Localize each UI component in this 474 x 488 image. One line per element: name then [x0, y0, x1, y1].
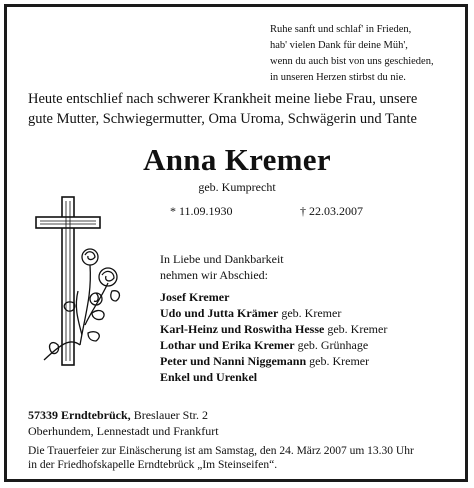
mourning-line: In Liebe und Dankbarkeit	[160, 252, 284, 266]
family-names: Udo und Jutta Krämer	[160, 306, 279, 320]
family-note: geb. Kremer	[309, 354, 370, 368]
family-row	[160, 369, 387, 385]
family-row	[160, 353, 387, 369]
family-note: geb. Grünhage	[297, 338, 369, 352]
family-note: geb. Kremer	[327, 322, 388, 336]
death-date: † 22.03.2007	[300, 204, 363, 218]
poem-line: Ruhe sanft und schlaf' in Frieden,	[270, 24, 412, 35]
intro-line: gute Mutter, Schwiegermutter, Oma Uroma, Schwägerin und Tante	[28, 111, 417, 127]
cross-with-roses-icon	[30, 195, 140, 370]
family-list	[160, 289, 387, 385]
family-row	[160, 289, 387, 305]
poem-line: hab' vielen Dank für deine Müh',	[270, 40, 408, 51]
family-names: Karl-Heinz und Roswitha Hesse	[160, 322, 325, 336]
mourning-text	[160, 251, 284, 283]
family-row	[160, 305, 387, 321]
family-names: Peter und Nanni Niggemann	[160, 354, 307, 368]
address-place: 57339 Erndtebrück,	[28, 408, 131, 422]
intro-line: Heute entschlief nach schwerer Krankheit meine liebe Frau, unsere	[28, 91, 418, 107]
family-names: Enkel und Urenkel	[160, 370, 258, 384]
notice-line: in der Friedhofskapelle Erndtebrück „Im Steinseifen“.	[28, 459, 278, 471]
mourning-line: nehmen wir Abschied:	[160, 268, 268, 282]
intro-text	[28, 89, 417, 129]
notice-line: Die Trauerfeier zur Einäscherung ist am Samstag, den 24. März 2007 um 13.30 Uhr	[28, 445, 414, 457]
birth-date: * 11.09.1930	[170, 204, 233, 218]
other-places: Oberhundem, Lennestadt und Frankfurt	[28, 424, 219, 438]
family-note: geb. Kremer	[281, 306, 342, 320]
family-names: Josef Kremer	[160, 290, 230, 304]
poem-line: wenn du auch bist von uns geschieden,	[270, 56, 434, 67]
deceased-name: Anna Kremer	[143, 142, 331, 177]
family-row	[160, 337, 387, 353]
family-names: Lothar und Erika Kremer	[160, 338, 295, 352]
family-row	[160, 321, 387, 337]
address-street: Breslauer Str. 2	[133, 408, 209, 422]
address-line	[28, 407, 219, 423]
poem-line: in unseren Herzen stirbst du nie.	[270, 72, 406, 83]
poem	[270, 22, 434, 86]
funeral-notice	[28, 444, 414, 472]
address-block	[28, 407, 219, 439]
maiden-name: geb. Kumprecht	[198, 180, 276, 194]
